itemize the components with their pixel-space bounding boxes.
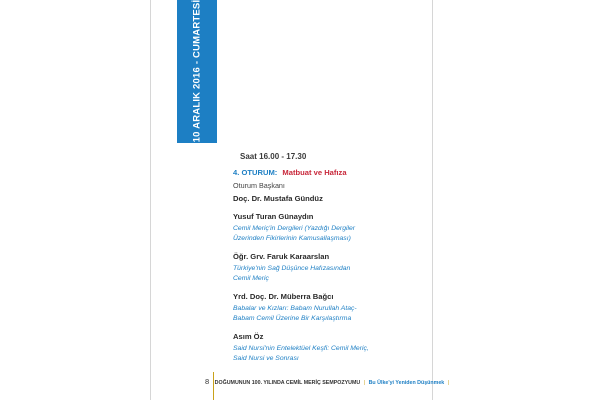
symposium-title: DOĞUMUNUN 100. YILINDA CEMİL MERİÇ SEMPOZYUMU [214,380,361,386]
speaker-item [233,292,433,324]
talk-title-line: Üzerinden Fikirlerinin Kamusallaşması) [233,235,351,242]
talk-title-line: Said Nursi ve Sonrası [233,355,299,362]
session-heading [233,168,433,177]
session-label: 4. OTURUM: [233,168,278,177]
session-program [233,152,433,372]
speaker-name: Yrd. Doç. Dr. Müberra Bağcı [233,292,334,301]
speaker-name: Asım Öz [233,332,264,341]
talk-title-line: Babam Cemil Üzerine Bir Karşılaştırma [233,315,352,322]
footer-separator: | [447,380,450,386]
chair-name: Doç. Dr. Mustafa Gündüz [233,194,323,203]
talk-title-line: Said Nursi'nin Entelektüel Keşfi: Cemil Meriç, [233,345,369,352]
talk-title-line: Türkiye'nin Sağ Düşünce Hafızasından [233,265,351,272]
session-time: Saat 16.00 - 17.30 [240,152,307,161]
date-label: 10 ARALIK 2016 - CUMARTESİ [191,0,203,143]
talk-title-line: Cemil Meriç [233,275,269,282]
footer-separator: | [363,380,366,386]
chair-label: Oturum Başkanı [233,181,285,190]
speaker-item [233,252,433,284]
symposium-tagline: Bu Ülke'yi Yeniden Düşünmek [368,380,445,386]
speaker-item [233,212,433,244]
speaker-name: Öğr. Grv. Faruk Karaarslan [233,252,330,261]
talk-title-line: Cemil Meriç'in Dergileri (Yazdığı Dergiler [233,225,356,232]
talk-title-line: Babalar ve Kızları: Babam Nurullah Ataç- [233,305,357,312]
session-title: Matbuat ve Hafıza [282,168,347,177]
page-number: 8 [205,377,210,386]
speaker-item [233,332,433,364]
speaker-name: Yusuf Turan Günaydın [233,212,314,221]
page-footer [205,377,451,386]
